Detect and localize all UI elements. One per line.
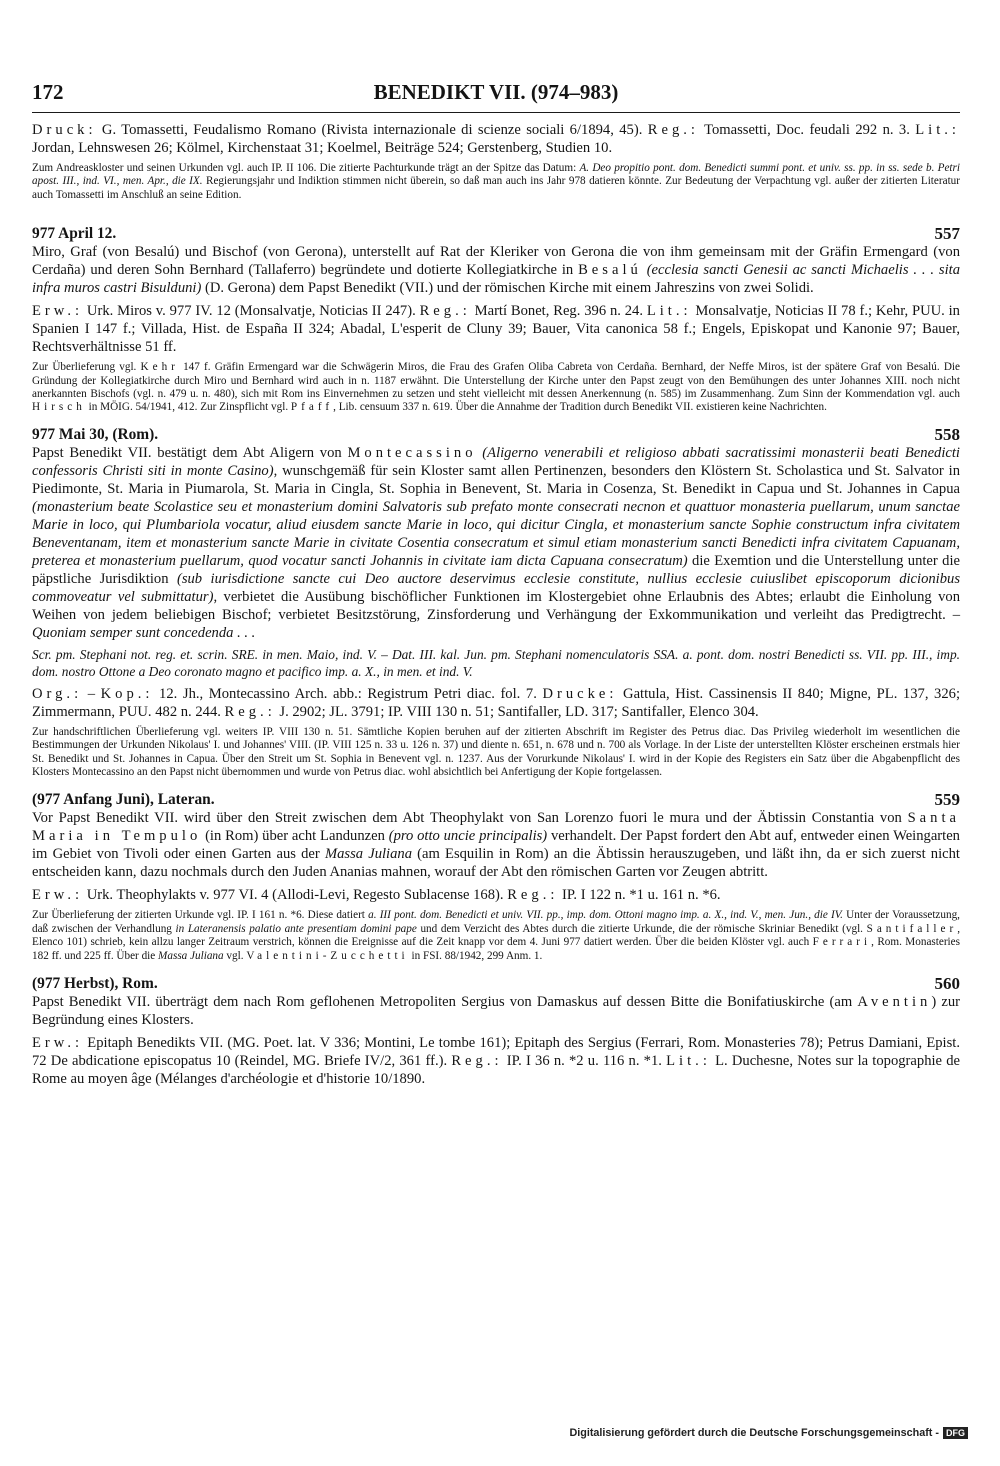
italic-run: in Lateranensis palatio ante presentiam domini pape [175, 922, 417, 935]
spaced-run: Reg.: [507, 887, 559, 904]
italic-run: (sub iurisdictione sancte cui Deo auctore deservimus ecclesie constitute, nullius ecclesie cuiuslibet episcoporum dicionibus commoveatur vel submittatur) [32, 570, 960, 605]
text-run: in FSI. 88/1942, 299 Anm. 1. [408, 949, 543, 962]
entry-558 [32, 425, 960, 780]
spaced-run: Kehr [140, 361, 179, 374]
running-header [32, 78, 960, 113]
entry-references [32, 302, 960, 356]
entry-date: 977 April 12. [32, 225, 117, 243]
spaced-run: Reg.: [451, 1053, 503, 1070]
text-run: verhandelt. Der Papst fordert den Abt auf, entweder einen Weingarten im Gebiet von Tivoli oder einen Garten aus der [32, 828, 960, 863]
entry-heading [32, 790, 960, 809]
spaced-run: Ferrari [812, 936, 872, 949]
text-run: Miro, Graf (von Besalú) und Bischof (von Gerona), unterstellt auf Rat der Kleriker von Gerona die von ihm gemeinsam mit der Gräfin Ermengard (von Cerdaña) und deren Sohn Bernhard (Tallaferro) begründete und dotierte Kollegiatkirche in [32, 244, 960, 279]
text-run: Jordan, Lehnswesen 26; Kölmel, Kirchenstaat 31; Koelmel, Beiträge 524; Gerstenberg, Studien 10. [32, 140, 613, 156]
entry-number: 559 [934, 790, 960, 810]
italic-run: (ecclesia sancti Genesii ac sancti Michaelis . . . sita infra muros castri Bisulduni) [32, 262, 960, 297]
text-run: Gattula, Hist. Cassinensis II 840; Migne, PL. 137, 326; Zimmermann, PUU. 482 n. 244. [32, 685, 961, 720]
text-run: L. Duchesne, Notes sur la topographie de Rome au moyen âge (Mélanges d'archéologie et d'historie 10/1890. [32, 1053, 961, 1088]
text-run: – [82, 685, 101, 702]
entry-date: 977 Mai 30, (Rom). [32, 425, 159, 443]
italic-run: (pro otto uncie principalis) [388, 828, 548, 845]
spaced-run: Aventin [857, 994, 932, 1011]
text-run: , wunschgemäß für sein Kloster samt allen Pertinenzen, besonders den Klöstern St. Scholastica und St. Salvator in Piedimonte, St. Maria in Piumarola, St. Maria in Cingla, St. Sophia in Benevent, St. Maria in Cosenza, St. Benedikt in Capua und St. Johannes in Capua [32, 462, 960, 497]
spaced-run: Reg.: [224, 703, 276, 720]
text-run: , Lib. censuum 337 n. 619. Über die Annahme der Tradition durch Benedikt VII. existieren keine Nachrichten. [333, 401, 827, 414]
entry-references [32, 886, 960, 904]
text-run: IP. I 122 n. *1 u. 161 n. *6. [558, 887, 721, 904]
italic-run: (Aligerno venerabili et religioso abbati sacratissimi monasterii beati Benedicti confessoris Christi siti in monte Casino) [32, 444, 960, 479]
footer-text: Digitalisierung gefördert durch die Deutsche Forschungsgemeinschaft - [569, 1427, 939, 1439]
spaced-run: Santa Maria in Tempulo [32, 810, 960, 845]
text-run: (am Esquilin in Rom) an die Äbtissin herauszugeben, und läßt ihn, da er sich zuerst nicht entscheiden kann, dazu nochmals durch den Juden Ananias mahnen, worauf der Abt den römischen Garten vor Zeugen abtritt. [32, 846, 960, 881]
text-run: (D. Gerona) dem Papst Benedikt (VII.) und der römischen Kirche mit einem Jahreszins von zwei Solidi. [201, 280, 814, 297]
entry-date: (977 Anfang Juni), Lateran. [32, 791, 215, 809]
text-run: G. Tomassetti, Feudalismo Romano (Rivista internazionale di scienze sociali 6/1894, 45). [96, 122, 648, 138]
spaced-run: Lit.: [666, 1053, 711, 1070]
running-title: BENEDIKT VII. (974–983) [373, 80, 619, 104]
text-run: Urk. Miros v. 977 IV. 12 (Monsalvatje, Noticias II 247). [83, 303, 420, 320]
entry-note [32, 361, 960, 415]
spaced-run: Kop.: [100, 685, 154, 702]
text-run: IP. I 36 n. *2 u. 116 n. *1. [502, 1053, 667, 1070]
text-run: Zum Andreaskloster und seinen Urkunden vgl. auch IP. II 106. Die zitierte Pachturkunde trägt an der Spitze das Datum: [32, 162, 580, 174]
italic-run: A. Deo propitio pont. dom. Benedicti summi pont. et univ. ss. pp. in ss. sede b. Petri apost. III., ind. VI., men. Apr., die IX. [32, 162, 960, 188]
digitization-footer [560, 1427, 968, 1439]
text-run: Urk. Theophylakts v. 977 VI. 4 (Allodi-Levi, Regesto Sublacense 168). [83, 887, 508, 904]
entry-body [32, 121, 960, 157]
text-run: Tomassetti, Doc. feudali 292 n. 3. [698, 122, 916, 138]
text-run: die Exemtion und die Unterstellung unter die päpstliche Jurisdiktion [32, 552, 960, 587]
page-number: 172 [32, 80, 64, 104]
spaced-run: Lit.: [646, 303, 692, 320]
text-run: und dem Verzicht des Abtes durch die zitierte Urkunde, die der römische Skriniar Benedikt (vgl. [416, 922, 867, 935]
entry-note [32, 162, 960, 202]
text-run: 12. Jh., Montecassino Arch. abb.: Registrum Petri diac. fol. 7. [153, 685, 543, 702]
entry-body [32, 809, 960, 881]
spaced-run: Erw.: [32, 887, 84, 904]
spaced-run: Reg.: [647, 122, 699, 138]
spaced-run: Erw.: [32, 1035, 84, 1052]
text-run: Unter der Voraussetzung, daß zwischen der Verhandlung [32, 909, 960, 935]
spaced-run: Santifaller [866, 922, 958, 935]
spaced-run: Besalú [578, 262, 642, 279]
entry-body [32, 993, 960, 1029]
entry-heading [32, 425, 960, 444]
italic-run: Massa Juliana [324, 846, 413, 863]
dfg-logo: DFG [943, 1427, 968, 1439]
entry-557 [32, 224, 960, 415]
entry-note [32, 726, 960, 780]
italic-run: a. III pont. dom. Benedicti et univ. VII. pp., imp. dom. Ottoni magno imp. a. X., ind. V., men. Jun., die IV. [368, 909, 843, 922]
text-run: , Rom. Monasteries 182 ff. und 225 ff. Über die [32, 936, 960, 962]
text-run: Papst Benedikt VII. bestätigt dem Abt Aligern von [32, 444, 348, 461]
entry-number: 558 [934, 424, 960, 444]
entry-body [32, 444, 960, 642]
entry-559 [32, 790, 960, 963]
entry-body [32, 243, 960, 297]
text-run: Monsalvatje, Noticias II 78 f.; Kehr, PUU. in Spanien I 147 f.; Villada, Hist. de España II 324; Abadal, L'esperit de Cluny 39; Bauer, Vita canonica 58 f.; Engels, Episkopat und Kanonie 97; Bauer, Rechtsverhältnisse 51 ff. [32, 303, 960, 356]
italic-run: (monasterium beate Scolastice seu et monasterium domini Salvatoris sub prefato monte consecrati necnon et quattuor monasteria puellarum, unum sanctae Marie in loco, qui Plumbariola vocatur, aliud eiusdem sancte Marie in loco, qui dicitur Cingla, et monasterium sancte Sophie constructum infra civitatem Beneventanam, item et monasterium sancte Marie in civitate Cosentia consecratum et simul etiam monasterium sancti Benedicti infra civitatem Capuanam, preterea et monasterium puellarum, quod vocatur sancti Johannis in civitate iam dicta Capuana consecratum) [32, 498, 960, 569]
text-run: (in Rom) über acht Landunzen [201, 828, 389, 845]
italic-run: Massa Juliana [158, 949, 224, 962]
document-page [32, 78, 960, 1088]
spaced-run: Hirsch [32, 401, 86, 414]
text-run: vgl. [223, 949, 247, 962]
spaced-run: Reg.: [419, 303, 471, 320]
entry-560 [32, 974, 960, 1088]
spaced-run: Pfaff [290, 401, 334, 414]
text-run: ) zur Begründung eines Klosters. [32, 994, 960, 1029]
entry-references [32, 1034, 960, 1088]
spaced-run: Lit.: [915, 122, 960, 138]
text-run: Zur handschriftlichen Überlieferung vgl. weiters IP. VIII 130 n. 51. Sämtliche Kopien beruhen auf der zitierten Abschrift im Register des Petrus diac. Das Privileg wiederholt im wesentlichen die Bestimmungen der Urkunden Nikolaus' I. und Johannes' VIII. (IP. VIII 125 n. 33 u. 126 n. 37) und diente n. 651, n. 678 und n. 700 als Vorlage. In der Liste der unterstellten Klöster erscheinen erstmals hier St. Benedikt und St. Johannes in Capua. Über den Streit um St. Sophia in Benevent vgl. n. 1237. Aus der Vorurkunde Nikolaus' I. wird in der Kopie des Registers ein Satz über die Abgabenpflicht des Klosters Montecassino an den Papst nicht übernommen und wurde von Petrus diac. wohl absichtlich bei Anfertigung der Kopie fortgelassen. [32, 725, 960, 779]
entry-date: (977 Herbst), Rom. [32, 975, 158, 993]
text-run: in MÖIG. 54/1941, 412. Zur Zinspflicht vgl. [85, 401, 291, 414]
spaced-run: Erw.: [32, 303, 84, 320]
entry-number: 557 [934, 224, 960, 244]
text-run: J. 2902; JL. 3791; IP. VIII 130 n. 51; Santifaller, LD. 317; Santifaller, Elenco 304. [275, 703, 759, 720]
text-run: Zur Überlieferung der zitierten Urkunde vgl. IP. I 161 n. *6. Diese datiert [32, 909, 369, 922]
entry-heading [32, 224, 960, 243]
text-run: Papst Benedikt VII. überträgt dem nach Rom geflohenen Metropoliten Sergius von Damaskus auf dessen Bitte die Bonifatiuskirche (am [32, 994, 858, 1011]
text-run: , verbietet die Ausübung bischöflicher Funktionen im Klostergebiet ohne Erlaubnis des Abtes; erlaubt die Einholung von Weihen von jedem beliebigen Bischof; verbietet Besitzstörung, Zinsforderung und Verhängung der Exkommunikation und verleiht das Predigtrecht. – [32, 588, 961, 623]
italic-run: Quoniam semper sunt concedenda . . . [32, 624, 256, 641]
continued-entry [32, 121, 960, 202]
spaced-run: Montecassino [347, 444, 477, 461]
text-run: Regierungsjahr und Indiktion stimmen nicht überein, so daß man auch ins Jahr 978 datieren könnte. Zur Bedeutung der Verpachtung vgl. außer der zitierten Literatur auch Tomassetti im Anschluß an seine Edition. [32, 175, 961, 201]
entry-references [32, 685, 960, 721]
spaced-run: Druck: [32, 122, 97, 138]
entry-heading [32, 974, 960, 993]
spaced-run: Drucke: [542, 685, 618, 702]
entry-note [32, 909, 960, 963]
text-run: 147 f. Gräfin Ermengard war die Schwägerin Miros, die Frau des Grafen Oliba Cabreta von Cerdaña. Bernhard, der Neffe Miros, ist der spätere Graf von Besalú. Die Gründung der Kollegiatkirche durch Miro und Bernhard wird auch in n. 1187 erwähnt. Die Unterstellung der Kirche unter den Papst zeugt von den Bemühungen des unter Johannes XIII. noch nicht anerkannten Bischofs (vgl. n. 479 u. n. 480), sich mit Rom ins Einvernehmen zu setzen und steht vielleicht mit dessen Anerkennung (n. 585) im Zusammenhang. Zum Sinn der Kommendation vgl. auch [32, 361, 960, 401]
entry-dating-clause: Scr. pm. Stephani not. reg. et. scrin. SRE. in men. Maio, ind. V. – Dat. III. kal. Jun. pm. Stephani nomenculatoris SSA. a. pont. dom. nostri Benedicti ss. VII. pp. III., imp. dom. nostro Ottone a Deo coronato magno et pacifico imp. a. X., in men. et ind. V. [32, 646, 960, 679]
text-run: Epitaph Benedikts VII. (MG. Poet. lat. V 336; Montini, Le tombe 161); Epitaph des Sergius (Ferrari, Rom. Monasteries 78); Petrus Damiani, Epist. 72 De abdicatione episcopatus 10 (Reindel, MG. Briefe IV/2, 361 ff.). [32, 1035, 960, 1070]
text-run: Vor Papst Benedikt VII. wird über den Streit zwischen dem Abt Theophylakt von San Lorenzo fuori le mura und der Äbtissin Constantia von [32, 810, 908, 827]
spaced-run: Org.: [32, 685, 83, 702]
entry-number: 560 [934, 974, 960, 994]
text-run: , Elenco 101) schrieb, kein allzu langer Zeitraum verstrich, können die Ereignisse auf die Zeit knapp vor dem 4. Juni 977 datiert werden. Über die beiden Klöster vgl. auch [32, 922, 961, 949]
text-run: Martí Bonet, Reg. 396 n. 24. [470, 303, 647, 320]
text-run: Zur Überlieferung vgl. [32, 361, 141, 374]
spaced-run: Valentini-Zucchetti [246, 949, 409, 962]
